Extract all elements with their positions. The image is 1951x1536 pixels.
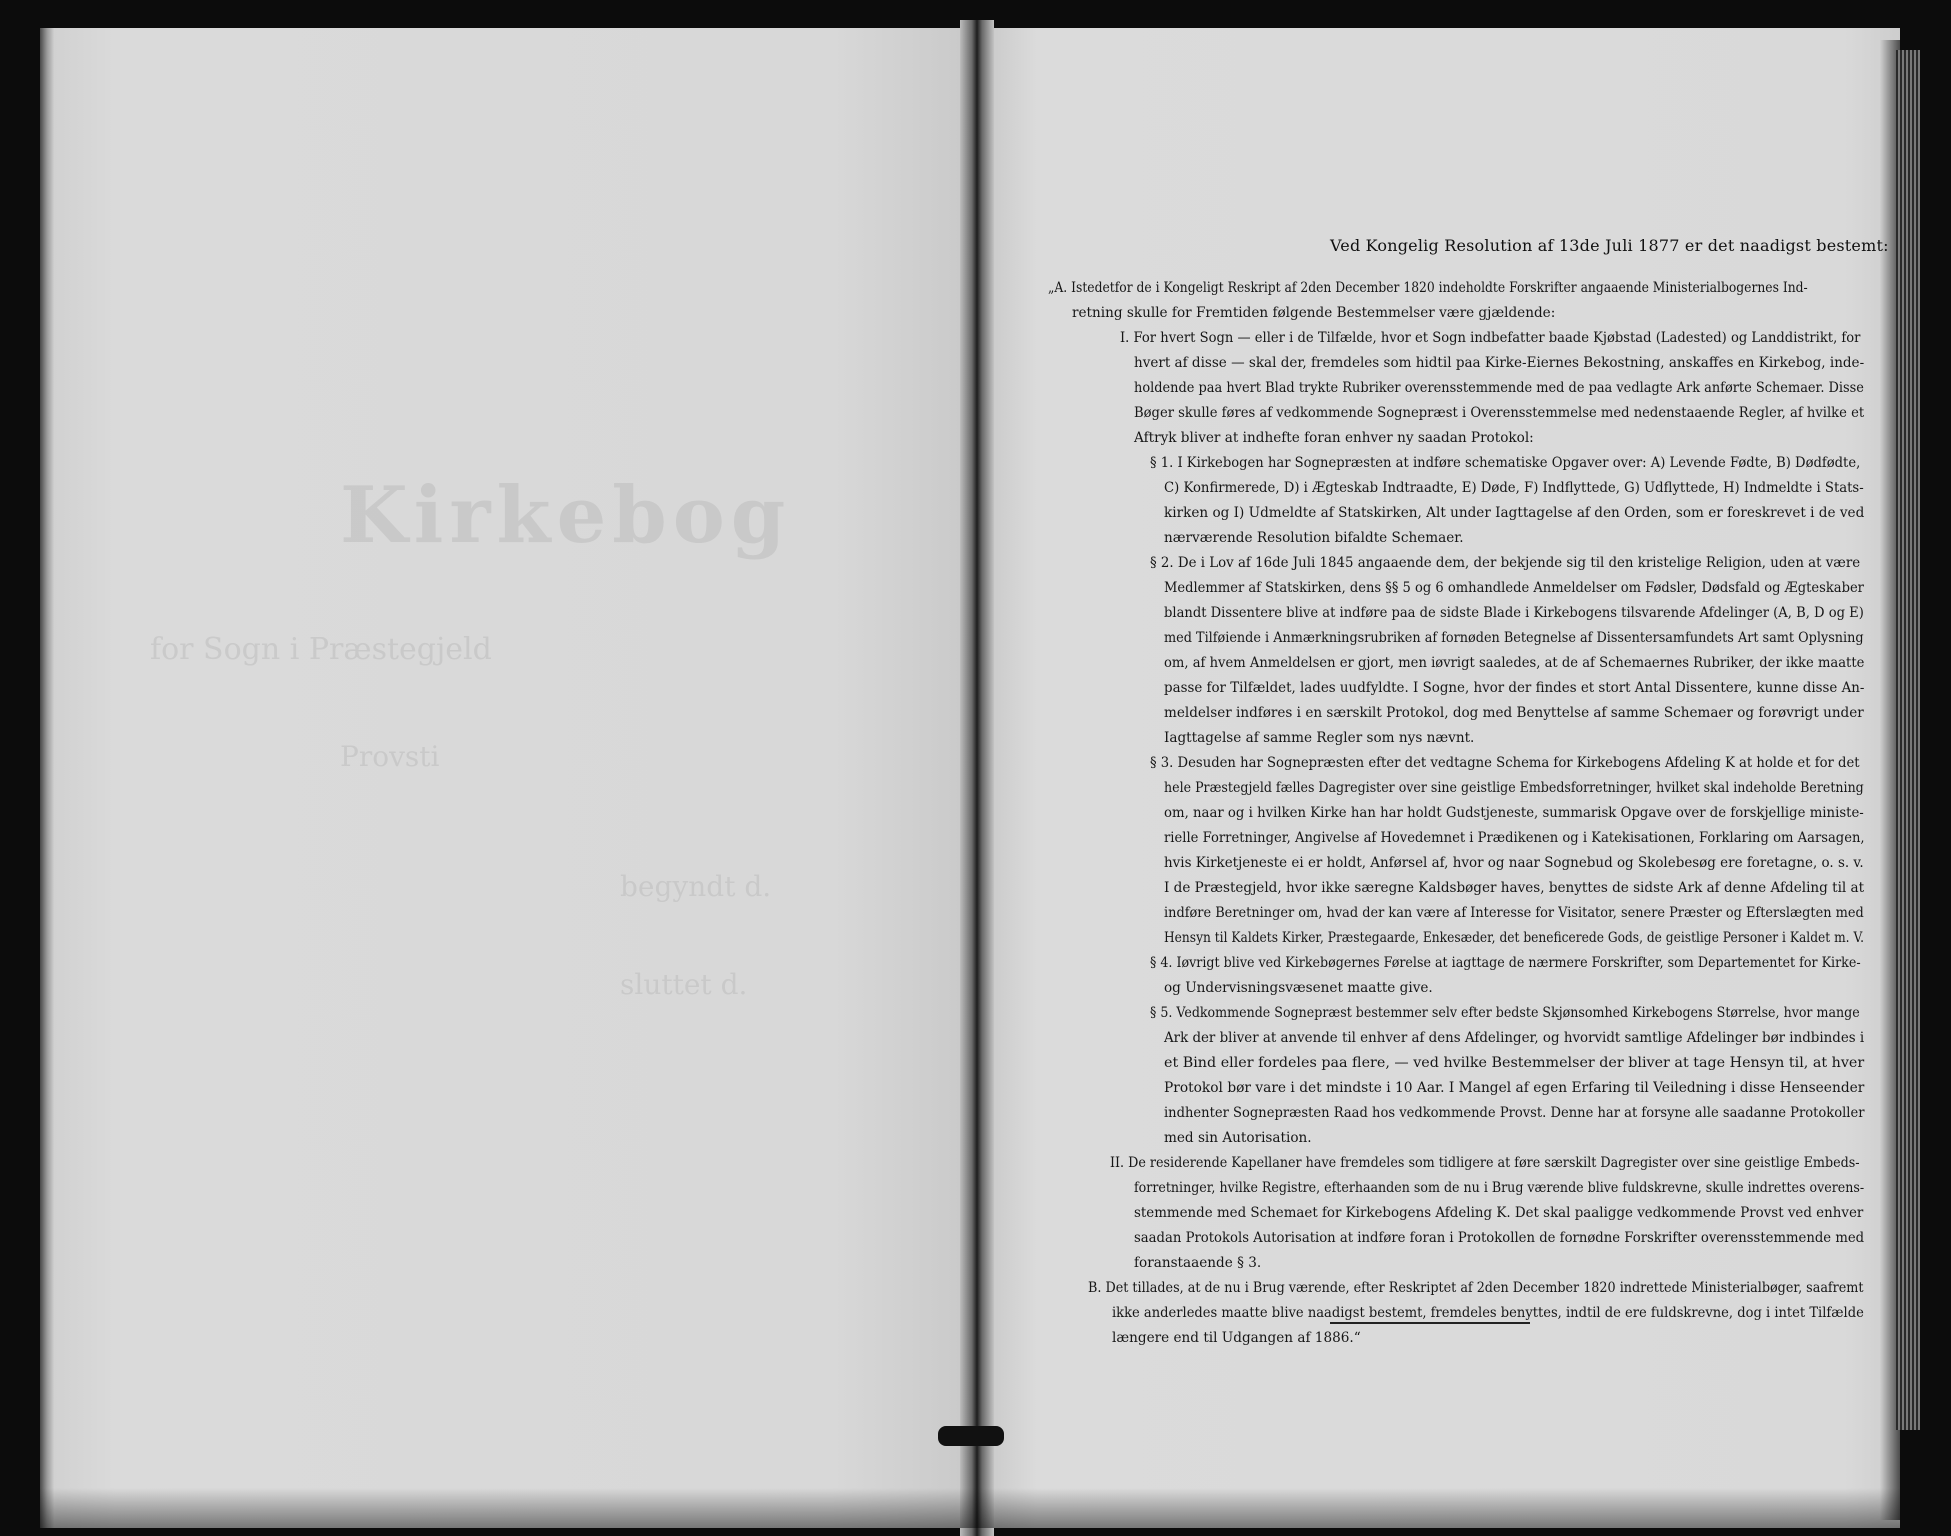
text-line: hvert af disse — skal der, fremdeles som hidtil paa Kirke-Eiernes Bekostning, anskaffes en Kirkebog, inde-: [1134, 355, 1865, 371]
text-line: § 1. I Kirkebogen har Sognepræsten at indføre schematiske Opgaver over: A) Levende Fødte, B) Dødfødte,: [1150, 455, 1861, 471]
text-line: I de Præstegjeld, hvor ikke særegne Kaldsbøger haves, benyttes de sidste Ark af denne Afdeling til at: [1164, 880, 1865, 896]
text-line: hvis Kirketjeneste ei er holdt, Anførsel af, hvor og naar Sognebud og Skolebesøg ere foretagne, o. s. v.: [1164, 855, 1864, 871]
text-line: § 5. Vedkommende Sognepræst bestemmer selv efter bedste Skjønsomhed Kirkebogens Størrelse, hvor mange: [1150, 1005, 1860, 1021]
text-line: meldelser indføres i en særskilt Protokol, dog med Benyttelse af samme Schemaer og forøvrigt under: [1164, 705, 1864, 721]
text-line: rielle Forretninger, Angivelse af Hovedemnet i Prædikenen og i Katekisationen, Forklaring om Aarsagen,: [1164, 830, 1865, 846]
text-line: indhenter Sognepræsten Raad hos vedkommende Provst. Denne har at forsyne alle saadanne Protokoller: [1164, 1105, 1865, 1121]
text-line: med sin Autorisation.: [1164, 1130, 1312, 1146]
left-page: [40, 28, 972, 1528]
closing-rule: [1330, 1322, 1530, 1324]
left-page-edge: [40, 28, 54, 1528]
text-line: Ark der bliver at anvende til enhver af dens Afdelinger, og hvorvidt samtlige Afdelinger bør indbindes i: [1164, 1030, 1865, 1046]
text-line: nærværende Resolution bifaldte Schemaer.: [1164, 530, 1464, 546]
text-line: Protokol bør vare i det mindste i 10 Aar. I Mangel af egen Erfaring til Veiledning i disse Henseender: [1164, 1080, 1865, 1096]
text-line: § 4. Iøvrigt blive ved Kirkebøgernes Førelse at iagttage de nærmere Forskrifter, som Departementet for Kirke-: [1150, 955, 1861, 971]
ghost-line-1: for Sogn i Præstegjeld: [150, 632, 492, 667]
book-gutter: [960, 20, 994, 1536]
ghost-line-2: Provsti: [340, 740, 440, 773]
text-line: foranstaaende § 3.: [1134, 1255, 1262, 1271]
text-line: saadan Protokols Autorisation at indføre foran i Protokollen de fornødne Forskrifter overensstemmende med: [1134, 1230, 1865, 1246]
text-line: Bøger skulle føres af vedkommende Sognepræst i Overensstemmelse med nedenstaaende Regler, af hvilke et: [1134, 405, 1865, 421]
text-line: B. Det tillades, at de nu i Brug værende, efter Reskriptet af 2den December 1820 indrettede Ministerialbøger, saafremt: [1088, 1280, 1864, 1296]
text-line: indføre Beretninger om, hvad der kan være af Interesse for Visitator, senere Præster og Efterslægten med: [1164, 905, 1864, 921]
ghost-line-4: sluttet d.: [620, 968, 748, 1001]
page-heading: Ved Kongelig Resolution af 13de Juli 1877 er det naadigst bestemt:: [1330, 236, 1889, 255]
text-line: Aftryk bliver at indhefte foran enhver ny saadan Protokol:: [1134, 430, 1534, 446]
binding-clip: [938, 1426, 1004, 1446]
text-line: og Undervisningsvæsenet maatte give.: [1164, 980, 1433, 996]
text-line: hele Præstegjeld fælles Dagregister over sine geistlige Embedsforretninger, hvilket skal indeholde Beretning: [1164, 780, 1864, 796]
text-line: § 3. Desuden har Sognepræsten efter det vedtagne Schema for Kirkebogens Afdeling K at holde et for det: [1150, 755, 1860, 771]
text-line: passe for Tilfældet, lades uudfyldte. I Sogne, hvor der findes et stort Antal Dissentere, kunne disse An-: [1164, 680, 1865, 696]
text-line: ikke anderledes maatte blive naadigst bestemt, fremdeles benyttes, indtil de ere fuldskrevne, dog i intet Tilfælde: [1112, 1305, 1864, 1321]
text-line: holdende paa hvert Blad trykte Rubriker overensstemmende med de paa vedlagte Ark anførte Schemaer. Disse: [1134, 380, 1864, 396]
text-line: § 2. De i Lov af 16de Juli 1845 angaaende dem, der bekjende sig til den kristelige Religion, uden at være: [1150, 555, 1861, 571]
text-line: stemmende med Schemaet for Kirkebogens Afdeling K. Det skal paaligge vedkommende Provst ved enhver: [1134, 1205, 1864, 1221]
ghost-line-3: begyndt d.: [620, 870, 772, 903]
bottom-shadow: [40, 1488, 1900, 1528]
ghost-title: Kirkebog: [340, 470, 792, 561]
text-line: med Tilføiende i Anmærkningsrubriken af fornøden Betegnelse af Dissentersamfundets Art samt Oplysning: [1164, 630, 1864, 646]
text-line: C) Konfirmerede, D) i Ægteskab Indtraadte, E) Døde, F) Indflyttede, G) Udflyttede, H) Indmeldte i Stats-: [1164, 480, 1864, 496]
text-line: forretninger, hvilke Registre, efterhaanden som de nu i Brug værende blive fuldskrevne, skulle indrettes overens-: [1134, 1180, 1865, 1196]
text-line: „A. Istedetfor de i Kongeligt Reskript af 2den December 1820 indeholdte Forskrifter angaaende Ministerialbogernes Ind-: [1048, 280, 1808, 296]
text-line: blandt Dissentere blive at indføre paa de sidste Blade i Kirkebogens tilsvarende Afdelinger (A, B, D og E): [1164, 605, 1864, 621]
text-line: II. De residerende Kapellaner have fremdeles som tidligere at føre særskilt Dagregister over sine geistlige Embeds-: [1110, 1155, 1860, 1171]
text-line: retning skulle for Fremtiden følgende Bestemmelser være gjældende:: [1072, 305, 1556, 321]
text-line: om, naar og i hvilken Kirke han har holdt Gudstjeneste, summarisk Opgave over de forskjellige ministe-: [1164, 805, 1864, 821]
text-line: et Bind eller fordeles paa flere, — ved hvilke Bestemmelser der bliver at tage Hensyn til, at hver: [1164, 1055, 1865, 1071]
text-line: Iagttagelse af samme Regler som nys nævnt.: [1164, 730, 1475, 746]
text-line: I. For hvert Sogn — eller i de Tilfælde, hvor et Sogn indbefatter baade Kjøbstad (Ladested) og Landdistrikt, for: [1120, 330, 1861, 346]
text-line: om, af hvem Anmeldelsen er gjort, men iøvrigt saaledes, at de af Schemaernes Rubriker, der ikke maatte: [1164, 655, 1865, 671]
page-stack-edge: [1896, 50, 1920, 1430]
text-line: Medlemmer af Statskirken, dens §§ 5 og 6 omhandlede Anmeldelser om Fødsler, Dødsfald og Ægteskaber: [1164, 580, 1864, 596]
text-line: kirken og I) Udmeldte af Statskirken, Alt under Iagttagelse af den Orden, som er foreskrevet i de ved: [1164, 505, 1865, 521]
text-line: Hensyn til Kaldets Kirker, Præstegaarde, Enkesæder, det beneficerede Gods, de geistlige Personer i Kaldet m. V.: [1164, 930, 1865, 946]
text-line: længere end til Udgangen af 1886.“: [1112, 1330, 1361, 1346]
